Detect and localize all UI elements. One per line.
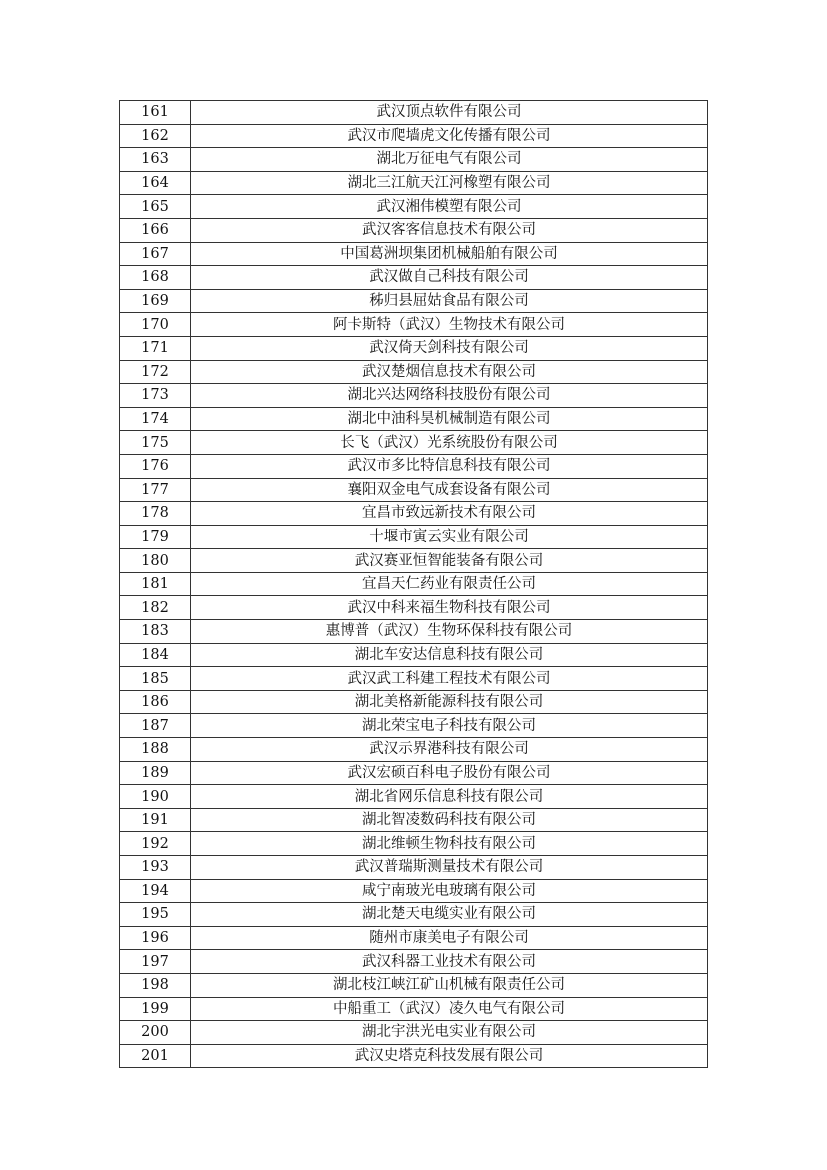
row-number-cell: 162: [120, 124, 191, 148]
row-number-cell: 199: [120, 997, 191, 1021]
row-number-cell: 164: [120, 171, 191, 195]
row-number-cell: 187: [120, 714, 191, 738]
row-number-cell: 193: [120, 856, 191, 880]
company-name-cell: 湖北枝江峡江矿山机械有限责任公司: [191, 973, 708, 997]
row-number-cell: 174: [120, 407, 191, 431]
row-number-cell: 186: [120, 690, 191, 714]
row-number-cell: 166: [120, 218, 191, 242]
row-number-cell: 184: [120, 643, 191, 667]
company-name-cell: 襄阳双金电气成套设备有限公司: [191, 478, 708, 502]
company-name-cell: 湖北荣宝电子科技有限公司: [191, 714, 708, 738]
table-row: [120, 620, 708, 644]
table-row: [120, 738, 708, 762]
table-row: [120, 195, 708, 219]
table-row: [120, 903, 708, 927]
company-name-cell: 湖北万征电气有限公司: [191, 148, 708, 172]
row-number-cell: 169: [120, 289, 191, 313]
company-name-cell: 武汉湘伟模塑有限公司: [191, 195, 708, 219]
row-number-cell: 182: [120, 596, 191, 620]
table-row: [120, 218, 708, 242]
table-row: [120, 502, 708, 526]
company-name-cell: 湖北楚天电缆实业有限公司: [191, 903, 708, 927]
table-row: [120, 360, 708, 384]
row-number-cell: 190: [120, 785, 191, 809]
row-number-cell: 183: [120, 620, 191, 644]
company-name-cell: 武汉客客信息技术有限公司: [191, 218, 708, 242]
row-number-cell: 178: [120, 502, 191, 526]
table-row: [120, 242, 708, 266]
table-row: [120, 431, 708, 455]
table-row: [120, 879, 708, 903]
row-number-cell: 171: [120, 336, 191, 360]
company-name-cell: 秭归县屈姑食品有限公司: [191, 289, 708, 313]
row-number-cell: 189: [120, 761, 191, 785]
table-row: [120, 313, 708, 337]
company-name-cell: 宜昌市致远新技术有限公司: [191, 502, 708, 526]
row-number-cell: 172: [120, 360, 191, 384]
row-number-cell: 177: [120, 478, 191, 502]
row-number-cell: 161: [120, 101, 191, 125]
company-name-cell: 湖北兴达网络科技股份有限公司: [191, 384, 708, 408]
company-name-cell: 湖北维顿生物科技有限公司: [191, 832, 708, 856]
company-name-cell: 武汉顶点软件有限公司: [191, 101, 708, 125]
table-row: [120, 690, 708, 714]
row-number-cell: 196: [120, 926, 191, 950]
row-number-cell: 176: [120, 454, 191, 478]
table-row: [120, 808, 708, 832]
row-number-cell: 191: [120, 808, 191, 832]
company-name-cell: 湖北美格新能源科技有限公司: [191, 690, 708, 714]
table-row: [120, 596, 708, 620]
table-row: [120, 1021, 708, 1045]
row-number-cell: 170: [120, 313, 191, 337]
company-name-cell: 中船重工（武汉）凌久电气有限公司: [191, 997, 708, 1021]
table-row: [120, 856, 708, 880]
company-name-cell: 武汉宏硕百科电子股份有限公司: [191, 761, 708, 785]
table-row: [120, 148, 708, 172]
company-name-cell: 武汉中科来福生物科技有限公司: [191, 596, 708, 620]
row-number-cell: 173: [120, 384, 191, 408]
table-row: [120, 384, 708, 408]
table-row: [120, 101, 708, 125]
company-table-body: [120, 101, 708, 1068]
company-name-cell: 湖北智凌数码科技有限公司: [191, 808, 708, 832]
company-table: [119, 100, 708, 1068]
row-number-cell: 201: [120, 1044, 191, 1068]
row-number-cell: 197: [120, 950, 191, 974]
row-number-cell: 200: [120, 1021, 191, 1045]
row-number-cell: 165: [120, 195, 191, 219]
row-number-cell: 198: [120, 973, 191, 997]
table-row: [120, 997, 708, 1021]
table-row: [120, 926, 708, 950]
table-row: [120, 714, 708, 738]
company-name-cell: 武汉做自己科技有限公司: [191, 266, 708, 290]
row-number-cell: 180: [120, 549, 191, 573]
table-row: [120, 525, 708, 549]
table-row: [120, 171, 708, 195]
company-name-cell: 武汉普瑞斯测量技术有限公司: [191, 856, 708, 880]
company-name-cell: 武汉楚烟信息技术有限公司: [191, 360, 708, 384]
table-row: [120, 549, 708, 573]
table-row: [120, 266, 708, 290]
company-name-cell: 湖北宇洪光电实业有限公司: [191, 1021, 708, 1045]
row-number-cell: 188: [120, 738, 191, 762]
company-name-cell: 武汉赛亚恒智能装备有限公司: [191, 549, 708, 573]
table-row: [120, 832, 708, 856]
row-number-cell: 185: [120, 667, 191, 691]
table-row: [120, 761, 708, 785]
row-number-cell: 194: [120, 879, 191, 903]
company-name-cell: 十堰市寅云实业有限公司: [191, 525, 708, 549]
table-row: [120, 1044, 708, 1068]
company-name-cell: 阿卡斯特（武汉）生物技术有限公司: [191, 313, 708, 337]
company-name-cell: 湖北三江航天江河橡塑有限公司: [191, 171, 708, 195]
table-row: [120, 478, 708, 502]
company-name-cell: 武汉市多比特信息科技有限公司: [191, 454, 708, 478]
table-row: [120, 289, 708, 313]
row-number-cell: 192: [120, 832, 191, 856]
table-row: [120, 643, 708, 667]
company-name-cell: 武汉史塔克科技发展有限公司: [191, 1044, 708, 1068]
row-number-cell: 175: [120, 431, 191, 455]
company-name-cell: 湖北中油科昊机械制造有限公司: [191, 407, 708, 431]
table-row: [120, 336, 708, 360]
row-number-cell: 168: [120, 266, 191, 290]
row-number-cell: 181: [120, 572, 191, 596]
company-name-cell: 武汉武工科建工程技术有限公司: [191, 667, 708, 691]
table-row: [120, 667, 708, 691]
table-row: [120, 785, 708, 809]
row-number-cell: 195: [120, 903, 191, 927]
company-name-cell: 武汉示界港科技有限公司: [191, 738, 708, 762]
company-name-cell: 武汉市爬墙虎文化传播有限公司: [191, 124, 708, 148]
company-name-cell: 宜昌天仁药业有限责任公司: [191, 572, 708, 596]
company-name-cell: 随州市康美电子有限公司: [191, 926, 708, 950]
table-row: [120, 407, 708, 431]
table-row: [120, 124, 708, 148]
company-name-cell: 湖北省网乐信息科技有限公司: [191, 785, 708, 809]
company-name-cell: 武汉倚天剑科技有限公司: [191, 336, 708, 360]
company-name-cell: 中国葛洲坝集团机械船舶有限公司: [191, 242, 708, 266]
company-name-cell: 咸宁南玻光电玻璃有限公司: [191, 879, 708, 903]
table-row: [120, 950, 708, 974]
row-number-cell: 179: [120, 525, 191, 549]
row-number-cell: 163: [120, 148, 191, 172]
company-name-cell: 武汉科器工业技术有限公司: [191, 950, 708, 974]
table-row: [120, 973, 708, 997]
company-name-cell: 湖北车安达信息科技有限公司: [191, 643, 708, 667]
company-name-cell: 惠博普（武汉）生物环保科技有限公司: [191, 620, 708, 644]
table-row: [120, 454, 708, 478]
row-number-cell: 167: [120, 242, 191, 266]
company-name-cell: 长飞（武汉）光系统股份有限公司: [191, 431, 708, 455]
table-row: [120, 572, 708, 596]
